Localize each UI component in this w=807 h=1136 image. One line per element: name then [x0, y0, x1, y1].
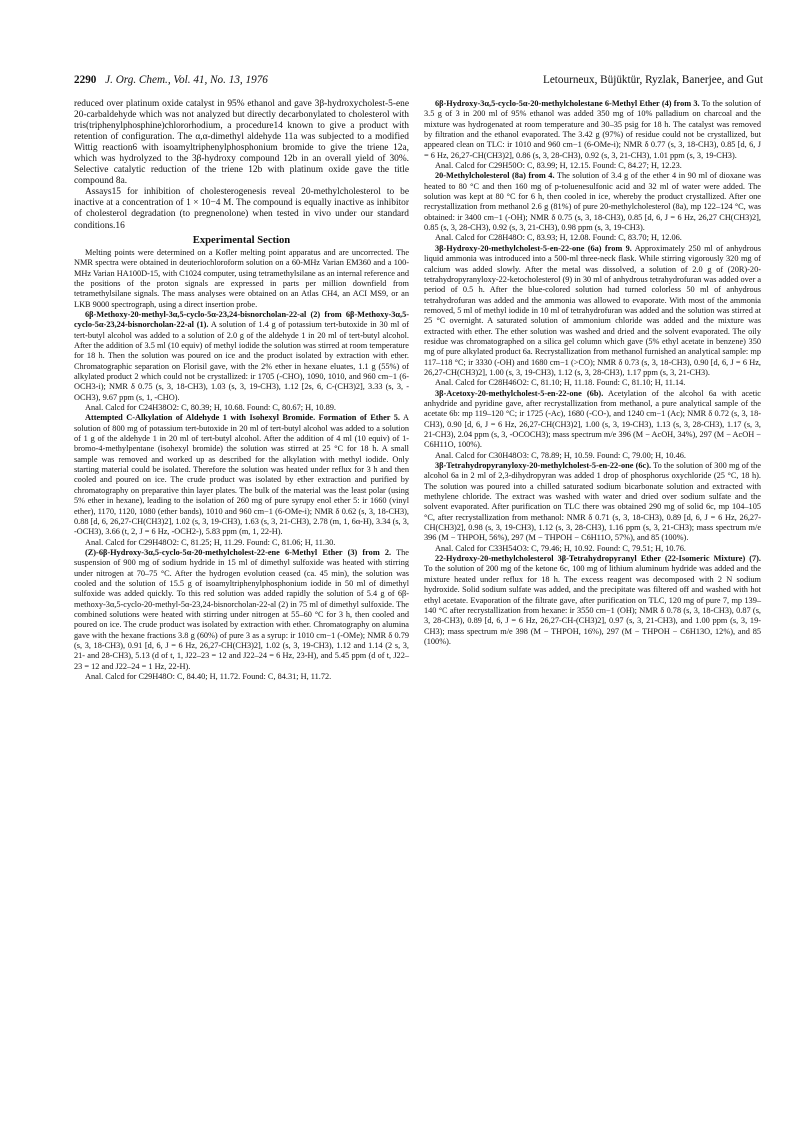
experimental-paragraph	[424, 171, 761, 233]
procedure-body: To the solution of 200 mg of the ketone 6c, 100 mg of lithium aluminum hydride was added and the mixture heated under reflux for 18 h. The excess reagent was decomposed with 2 N sodium hydroxide. Solid sodium sulfate was added, and the precipitate was filtered off and washed with hot ethyl acetate. Evaporation of the filtrate gave, after purification on TLC, 120 mg of pure 7, mp 139–140 °C after recrystallization from hexane: ir 3550 cm−1 (OH); NMR δ 0.78 (s, 3, 18-CH3), 0.87 (s, 3, 28-CH3), 0.89 [d, 6, J = 6 Hz, 26,27-CH-(CH3)2], 0.97 (s, 3, 21-CH3), and 1.00 ppm (s, 3, 19-CH3); mass spectrum m/e 398 (M − THPOH, 16%), 297 (M − THPOH − C6H13O, 12%), and 85 (100%).	[424, 564, 761, 646]
journal-citation: J. Org. Chem., Vol. 41, No. 13, 1976	[105, 74, 268, 86]
procedure-title: Attempted C-Alkylation of Aldehyde 1 with Isohexyl Bromide. Formation of Ether 5.	[85, 413, 400, 423]
experimental-paragraph	[74, 548, 409, 672]
experimental-paragraph	[424, 99, 761, 161]
procedure-body: Approximately 250 ml of anhydrous liquid ammonia was introduced into a 500-ml three-neck flask. While stirring vigorously 320 mg of calcium was added slowly. After the metal was dissolved, a solution of 2.0 g of (20R)-20-tetrahydropyranyloxy-22-ketocholesterol (9) in 30 ml of anhydrous tetrahydrofuran was added over a period of 0.5 h. After the blue-colored solution had turned colorless 50 ml of anhydrous tetrahydrofuran was added and the ammonia was allowed to evaporate. With most of the ammonia removed, 5 ml of methyl iodide in 10 ml of tetrahydrofuran was added and the solution was stirred at 25 °C overnight. A saturated solution of ammonium chloride was added and the mixture was extracted with ether. The ether solution was washed and dried and the solvent evaporated. The oily residue was chromatographed on a silica gel column which gave (5% ethyl acetate in benzene) 350 mg of pure alkylated product 6a. Recrystallization from methanol furnished an analytical sample: mp 117–118 °C; ir 3330 (-OH) and 1680 cm−1 (>CO); NMR δ 0.73 (s, 3, 18-CH3), 0.90 [d, 6, J = 6 Hz, 26,27-CH(CH3)2], 1.00 (s, 3, 19-CH3), 1.12 (s, 3, 28-CH3), 1.17 ppm (s, 3, 21-CH3).	[424, 243, 761, 377]
page-header	[74, 74, 763, 90]
right-column	[424, 99, 761, 647]
analysis-line: Anal. Calcd for C30H48O3: C, 78.89; H, 10.59. Found: C, 79.00; H, 10.46.	[435, 450, 686, 460]
section-heading: Experimental Section	[192, 234, 291, 246]
procedure-title: 6β-Methoxy-20-methyl-3α,5-cyclo-5α-23,24-bisnorcholan-22-al (2) from 6β-Methoxy-3α,5-cyclo-5α-23,24-bisnorcholan-22-al (1).	[74, 309, 409, 330]
procedure-body: The suspension of 900 mg of sodium hydride in 15 ml of dimethyl sulfoxide was heated with stirring under nitrogen at 70–75 °C. After the hydrogen evolution ceased (ca. 45 min), the solution was cooled and the solution of 15.5 g of isoamyltriphenylphosphonium iodide in 50 ml of dimethyl sulfoxide was added quickly. To this red solution was added rapidly the solution of 5.4 g of 6β-methoxy-3α,5-cyclo-20-methyl-5α-23,24-bisnorcholan-22-al (2) in 75 ml of dimethyl sulfoxide. The combined solutions were heated with stirring under nitrogen at 55–60 °C for 3 h, then cooled and poured on ice. The crude product was isolated by extraction with ether. Chromatography on alumina gave with the hexane fractions 3.8 g (60%) of pure 3 as a syrup: ir 1010 cm−1 (-OMe); NMR δ 0.79 (s, 3, 18-CH3), 0.91 [d, 6, J = 6 Hz, 26,27-CH(CH3)2], 1.02 (s, 3, 19-CH3), 1.12 and 1.14 (2 s, 3, 21- and 28-CH3), 5.13 (d of t, 1, J22–23 = 12 and J22–24 = 6 Hz, 23-H), and 5.45 ppm (d of t, J22–23 = 12 and J22–24 = 1 Hz, 22-H).	[74, 547, 409, 671]
procedure-body: The solution of 3.4 g of the ether 4 in 90 ml of dioxane was heated to 80 °C and then 160 mg of p-toluenesulfonic acid and 32 ml of water were added. The solution was kept at 80 °C for 6 h, then cooled in ice, whereby the product crystallized. After one recrystallization from methanol 2.6 g (81%) of pure 20-methylcholesterol (8a), mp 122–124 °C, was obtained: ir 3400 cm−1 (-OH); NMR δ 0.75 (s, 3, 18-CH3), 0.85 [d, 6, J = 6 Hz, 26,27 CH(CH3)2], 0.85 (s, 3, 28-CH3), 0.92 (s, 3, 21-CH3), 0.98 ppm (s, 3, 19-CH3).	[424, 171, 761, 233]
analysis-line: Anal. Calcd for C29H48O: C, 84.40; H, 11.72. Found: C, 84.31; H, 11.72.	[85, 672, 332, 681]
analysis-line: Anal. Calcd for C24H38O2: C, 80.39; H, 10.68. Found: C, 80.67; H, 10.89.	[85, 403, 336, 413]
analysis-line: Anal. Calcd for C28H48O: C, 83.93; H, 12.08. Found: C, 83.70; H, 12.06.	[435, 233, 682, 243]
left-column	[74, 99, 409, 682]
procedure-title: 20-Methylcholesterol (8a) from 4.	[435, 171, 555, 181]
intro-paragraph: reduced over platinum oxide catalyst in 95% ethanol and gave 3β-hydroxycholest-5-ene 20-carbaldehyde which was not analyzed but directly decarbonylated to cholesterol with tris(triphenylphosphine)chlororhodium, a procedure14 known to give a product with retention of configuration. The α,α-dimethyl aldehyde 11a was subjected to a modified Wittig reaction6 with isoamyltriphenylphosphonium bromide to give the triene 12a, which was hydrolyzed to the 3β-hydroxy compound 12b in an overall yield of 30%. Selective catalytic reduction of the triene 12b with platinum oxide gave the title compound 8a.	[74, 99, 409, 187]
procedure-body: To the solution of 300 mg of the alcohol 6a in 2 ml of 2,3-dihydropyran was added 1 drop of phosphorus oxychloride (25 °C, 18 h). The solution was poured into a chilled saturated sodium bicarbonate solution and extracted with methylene chloride. The extract was washed with water and dried over sodium sulfate and the solvent evaporated. After purification on TLC there was obtained 290 mg of solid 6c, mp 104–105 °C, after recrystallization from methanol: NMR δ 0.71 (s, 3, 18-CH3), 0.89 [d, 6, J = 6 Hz, 26,27-CH(CH3)2], 0.98 (s, 3, 19-CH3), 1.12 (s, 3, 28-CH3), 1.16 ppm (s, 3, 21-CH3); mass spectrum m/e 396 (M − THPOH, 56%), 297 (M − THPOH − C6H11O, 57%), and 85 (100%).	[424, 461, 761, 543]
procedure-body: Acetylation of the alcohol 6a with acetic anhydride and pyridine gave, after recrystallization from methanol, a pure analytical sample of the acetate 6b: mp 119–120 °C; ir 1725 (-Ac), 1680 (-CO-), and 1240 cm−1 (Ac); NMR δ 0.72 (s, 3, 18-CH3), 0.90 [d, 6, J = 6 Hz, 26,27-CH(CH3)2], 1.00 (s, 3, 19-CH3), 1.13 (s, 3, 28-CH3), 1.17 (s, 3, 21-CH3), 2.04 ppm (s, 3, -OCOCH3); mass spectrum m/e 396 (M − AcOH, 34%), 297 (M − AcOH − C6H11O, 100%).	[424, 388, 761, 450]
page-number: 2290	[74, 74, 97, 86]
procedure-body: A solution of 800 mg of potassium tert-butoxide in 20 ml of tert-butyl alcohol was added to a solution of 1 g of the aldehyde 1 in 20 ml of tert-butyl alcohol. After the addition of 4 ml (10 equiv) of 1-bromo-4-methylpentane (isohexyl bromide) the solution was stirred at 25 °C for 18 h. A small sample was removed and worked up as described for the alkylation with methyl iodide. Only starting material could be isolated. Therefore the solution was heated under reflux for 3 h and then cooled and poured on ice. The crude product was isolated by ether extraction and purified by chromatography on preparative thin layer plates. The bulk of the material was the least polar (using 5% ether in hexane), leading to the isolation of 260 mg of pure syrupy enol ether 5: ir 1660 (vinyl ether), 1170, 1120, 1080 (ether bands), 1010 and 960 cm−1 (6-OMe-i); NMR δ 0.62 (s, 3, 18-CH3), 0.88 [d, 6, 26,27-CH(CH3)2], 1.02 (s, 3, 19-CH3), 1.63 (s, 3, 21-CH3), 2.78 (m, 1, 6α-H), 3.34 (s, 3, -OCH3), 3.66 (t, 2, J = 6 Hz, -OCH2-), 5.83 ppm (m, 1, 22-H).	[74, 413, 409, 537]
procedure-title: 6β-Hydroxy-3α,5-cyclo-5α-20-methylcholestane 6-Methyl Ether (4) from 3.	[435, 99, 700, 108]
procedure-title: (Z)-6β-Hydroxy-3α,5-cyclo-5α-20-methylcholest-22-ene 6-Methyl Ether (3) from 2.	[85, 547, 392, 557]
experimental-paragraph: Melting points were determined on a Kofler melting point apparatus and are uncorrected. The NMR spectra were obtained in deuteriochloroform solution on a 60-MHz Varian EM360 and a 100-MHz Varian HA100D-15, with C1024 computer, using tetramethylsilane as an internal reference and the positions of the proton signals are expressed in parts per million downfield from tetramethylsilane signals. The mass analyses were obtained on an Atlas CH4, an ACI MS9, or an LKB 9000 spectrograph, using a direct insertion probe.	[74, 247, 409, 309]
procedure-title: 22-Hydroxy-20-methylcholesterol 3β-Tetrahydropyranyl Ether (22-Isomeric Mixture) (7).	[435, 554, 761, 564]
procedure-body: A solution of 1.4 g of potassium tert-butoxide in 30 ml of tert-butyl alcohol was added to a solution of 2.0 g of the aldehyde 1 in 20 ml of tert-butyl alcohol. After the addition of 3.5 ml (10 equiv) of methyl iodide the solution was stirred at room temperature for 18 h. Then the solution was poured on ice and the product isolated by extraction with ether. Chromatographic separation on Florisil gave, with the 2% ether in hexane eluates, 1.1 g (55%) of alkylated product 2 which could not be crystallized: ir 1705 (-CHO), 1090, 1010, and 960 cm−1 (6-OCH3-i); NMR δ 0.75 (s, 3, 18-CH3), 1.03 (s, 3, 19-CH3), 1.12 [2s, 6, C-(CH3)2], 3.33 (s, 3, -OCH3), 9.67 ppm (s, 1, -CHO).	[74, 320, 409, 402]
experimental-paragraph	[74, 310, 409, 403]
analysis-line: Anal. Calcd for C29H48O2: C, 81.25; H, 11.29. Found: C, 81.06; H, 11.30.	[85, 537, 336, 547]
procedure-title: 3β-Tetrahydropyranyloxy-20-methylcholest-5-en-22-one (6c).	[435, 461, 652, 471]
experimental-paragraph	[424, 461, 761, 544]
header-authors: Letourneux, Büjüktür, Ryzlak, Banerjee, and Gut	[543, 74, 763, 86]
procedure-body: To the solution of 3.5 g of 3 in 200 ml of 95% ethanol was added 350 mg of 10% palladium on charcoal and the mixture was hydrogenated at room temperature and 30–35 psig for 18 h. The catalyst was removed by filtration and the ethanol evaporated. The 3.42 g (97%) of residue could not be crystallized, but appeared clean on TLC: ir 1010 and 960 cm−1 (6-OMe-i); NMR δ 0.77 (s, 3, 18-CH3), 0.85 [d, 6, J = 6 Hz, 26,27-CH(CH3)2], 0.86 (s, 3, 28-CH3), 0.92 (s, 3, 21-CH3), 1.01 ppm (s, 3, 19-CH3).	[424, 99, 761, 160]
analysis-line: Anal. Calcd for C29H50O: C, 83.99; H, 12.15. Found: C, 84.27; H, 12.23.	[435, 161, 682, 171]
procedure-title: 3β-Hydroxy-20-methylcholest-5-en-22-one (6a) from 9.	[435, 243, 632, 253]
analysis-line: Anal. Calcd for C33H54O3: C, 79.46; H, 10.92. Found: C, 79.51; H, 10.76.	[435, 543, 686, 553]
experimental-paragraph	[424, 389, 761, 451]
analysis-line: Anal. Calcd for C28H46O2: C, 81.10; H, 11.18. Found: C, 81.10; H, 11.14.	[435, 378, 686, 388]
procedure-title: 3β-Acetoxy-20-methylcholest-5-en-22-one (6b).	[435, 388, 604, 398]
experimental-paragraph	[424, 554, 761, 647]
intro-paragraph: Assays15 for inhibition of cholesterogenesis reveal 20-methylcholesterol to be inactive at a concentration of 1 × 10−4 M. The compound is equally inactive as inhibitor of cholesterol degradation (to pregnenolone) when tested in vivo under our standard conditions.16	[74, 187, 409, 231]
experimental-paragraph	[424, 244, 761, 378]
experimental-paragraph	[74, 413, 409, 537]
